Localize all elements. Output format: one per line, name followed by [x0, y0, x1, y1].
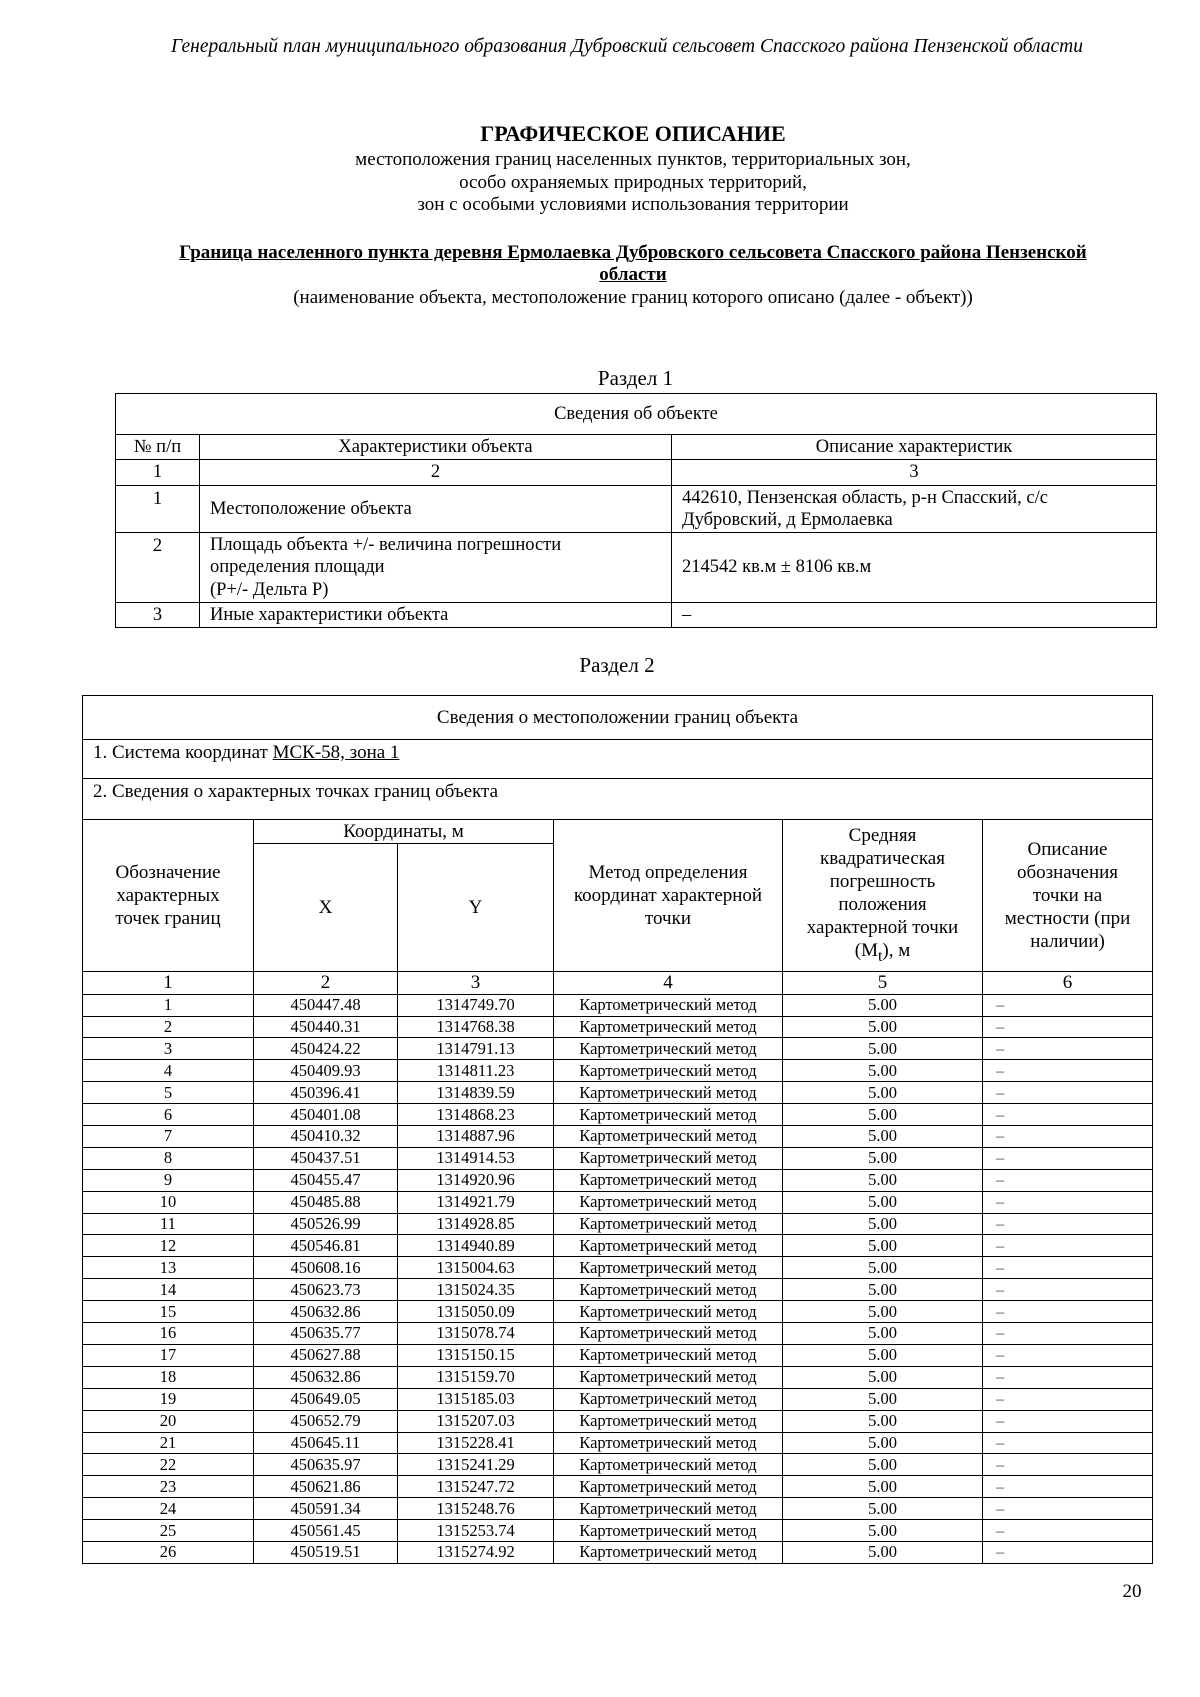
- point-id-cell: 20: [83, 1410, 254, 1432]
- x-coordinate-cell: 450424.22: [254, 1038, 398, 1060]
- accuracy-subscript: t: [877, 947, 883, 965]
- table-row: [83, 1279, 1153, 1301]
- point-id-cell: 10: [83, 1191, 254, 1213]
- accuracy-cell: 5.00: [783, 1235, 983, 1257]
- header-line: положения: [838, 893, 927, 915]
- y-coordinate-cell: 1315004.63: [398, 1257, 554, 1279]
- characteristic-cell: [200, 486, 672, 533]
- method-cell: Картометрический метод: [554, 1213, 783, 1235]
- characteristic-line: определения площади: [210, 557, 385, 578]
- table-row: [116, 486, 1157, 533]
- accuracy-cell: 5.00: [783, 1454, 983, 1476]
- accuracy-cell: 5.00: [783, 1169, 983, 1191]
- point-description-cell: –: [983, 1498, 1153, 1520]
- method-cell: Картометрический метод: [554, 1235, 783, 1257]
- point-id-cell: 13: [83, 1257, 254, 1279]
- y-coordinate-cell: 1314768.38: [398, 1016, 554, 1038]
- method-cell: Картометрический метод: [554, 1476, 783, 1498]
- coordinate-system-value: МСК-58, зона 1: [272, 742, 400, 763]
- x-coordinate-cell: 450627.88: [254, 1344, 398, 1366]
- y-coordinate-cell: 1315248.76: [398, 1498, 554, 1520]
- method-cell: Картометрический метод: [554, 1410, 783, 1432]
- table-row: [83, 1366, 1153, 1388]
- header-line: точек границ: [115, 908, 221, 929]
- point-id-cell: 26: [83, 1541, 254, 1563]
- section-1-heading: Раздел 1: [597, 366, 674, 390]
- header-line: обозначения: [1016, 862, 1119, 883]
- table-title: Сведения об объекте: [116, 394, 1157, 435]
- column-number: 5: [783, 972, 983, 995]
- coordinate-system-label: 1. Система координат: [93, 742, 273, 763]
- x-coordinate-cell: 450409.93: [254, 1060, 398, 1082]
- object-name: [100, 242, 1166, 286]
- y-coordinate-cell: 1314920.96: [398, 1169, 554, 1191]
- characteristic-line: Иные характеристики объекта: [210, 604, 449, 625]
- point-description-cell: –: [983, 1323, 1153, 1345]
- accuracy-cell: 5.00: [783, 1038, 983, 1060]
- x-coordinate-cell: 450621.86: [254, 1476, 398, 1498]
- point-description-cell: –: [983, 1476, 1153, 1498]
- y-coordinate-cell: 1314928.85: [398, 1213, 554, 1235]
- method-cell: Картометрический метод: [554, 1279, 783, 1301]
- header-line: характерных: [116, 885, 220, 906]
- table-row: [83, 1016, 1153, 1038]
- column-number-row: [83, 972, 1153, 995]
- point-description-cell: –: [983, 1038, 1153, 1060]
- accuracy-cell: 5.00: [783, 1257, 983, 1279]
- subtitle-line: местоположения границ населенных пунктов, территориальных зон,: [355, 149, 911, 170]
- table-row: [83, 1410, 1153, 1432]
- point-description-cell: –: [983, 994, 1153, 1016]
- column-header-method: [554, 820, 783, 972]
- point-description-cell: –: [983, 1454, 1153, 1476]
- header-line: наличии): [1030, 931, 1105, 952]
- table-row: [83, 994, 1153, 1016]
- row-number: 2: [116, 533, 200, 603]
- subtitle-line: зон с особыми условиями использования территории: [417, 194, 849, 215]
- accuracy-cell: 5.00: [783, 1323, 983, 1345]
- subtitle-line: особо охраняемых природных территорий,: [459, 171, 807, 193]
- x-coordinate-cell: 450591.34: [254, 1498, 398, 1520]
- y-coordinate-cell: 1315253.74: [398, 1520, 554, 1542]
- method-cell: Картометрический метод: [554, 1104, 783, 1126]
- x-coordinate-cell: 450546.81: [254, 1235, 398, 1257]
- accuracy-cell: 5.00: [783, 1344, 983, 1366]
- table-row: [83, 1476, 1153, 1498]
- x-coordinate-cell: 450396.41: [254, 1082, 398, 1104]
- boundary-points-table: [82, 695, 1153, 1564]
- point-description-cell: –: [983, 1541, 1153, 1563]
- characteristic-cell: [200, 533, 672, 603]
- x-coordinate-cell: 450519.51: [254, 1541, 398, 1563]
- y-coordinate-cell: 1315050.09: [398, 1301, 554, 1323]
- table-row: [83, 1520, 1153, 1542]
- section-2-heading: Раздел 2: [579, 653, 655, 677]
- column-number-row: [116, 460, 1157, 486]
- point-id-cell: 14: [83, 1279, 254, 1301]
- column-header-y: Y: [398, 844, 554, 972]
- x-coordinate-cell: 450635.77: [254, 1323, 398, 1345]
- description-cell: [672, 603, 1157, 628]
- object-name-caption: (наименование объекта, местоположение границ которого описано (далее - объект)): [293, 287, 973, 308]
- x-coordinate-cell: 450561.45: [254, 1520, 398, 1542]
- row-number: 3: [116, 603, 200, 628]
- header-line: Обозначение: [115, 862, 221, 883]
- point-id-cell: 2: [83, 1016, 254, 1038]
- y-coordinate-cell: 1315159.70: [398, 1366, 554, 1388]
- accuracy-cell: 5.00: [783, 1104, 983, 1126]
- y-coordinate-cell: 1314940.89: [398, 1235, 554, 1257]
- table-row: [83, 1191, 1153, 1213]
- accuracy-suffix: ), м: [882, 939, 911, 961]
- table-row: [83, 1388, 1153, 1410]
- method-cell: Картометрический метод: [554, 1520, 783, 1542]
- point-description-cell: –: [983, 1301, 1153, 1323]
- x-coordinate-cell: 450608.16: [254, 1257, 398, 1279]
- column-header-characteristic: Характеристики объекта: [200, 435, 672, 460]
- point-id-cell: 8: [83, 1147, 254, 1169]
- characteristic-line: Местоположение объекта: [210, 498, 412, 519]
- description-cell: [672, 533, 1157, 603]
- point-description-cell: –: [983, 1147, 1153, 1169]
- header-line: точки: [644, 908, 691, 929]
- table-row: [83, 1498, 1153, 1520]
- point-id-cell: 12: [83, 1235, 254, 1257]
- accuracy-cell: 5.00: [783, 1432, 983, 1454]
- table-title-row: [116, 394, 1157, 435]
- method-cell: Картометрический метод: [554, 1498, 783, 1520]
- point-id-cell: 16: [83, 1323, 254, 1345]
- point-description-cell: –: [983, 1257, 1153, 1279]
- header-line: Описание: [1027, 839, 1108, 860]
- point-id-cell: 25: [83, 1520, 254, 1542]
- y-coordinate-cell: 1315274.92: [398, 1541, 554, 1563]
- points-caption-row: [83, 779, 1153, 820]
- y-coordinate-cell: 1314839.59: [398, 1082, 554, 1104]
- point-description-cell: –: [983, 1060, 1153, 1082]
- method-cell: Картометрический метод: [554, 1454, 783, 1476]
- point-id-cell: 3: [83, 1038, 254, 1060]
- point-id-cell: 19: [83, 1388, 254, 1410]
- y-coordinate-cell: 1315150.15: [398, 1344, 554, 1366]
- accuracy-cell: 5.00: [783, 1191, 983, 1213]
- x-coordinate-cell: 450652.79: [254, 1410, 398, 1432]
- table-row: [116, 533, 1157, 603]
- accuracy-cell: 5.00: [783, 1541, 983, 1563]
- table-row: [83, 1323, 1153, 1345]
- y-coordinate-cell: 1314914.53: [398, 1147, 554, 1169]
- y-coordinate-cell: 1314921.79: [398, 1191, 554, 1213]
- column-header-point: [83, 820, 254, 972]
- table-row: [83, 1301, 1153, 1323]
- table-row: [83, 1213, 1153, 1235]
- point-id-cell: 23: [83, 1476, 254, 1498]
- point-description-cell: –: [983, 1126, 1153, 1148]
- column-header-description: Описание характеристик: [672, 435, 1157, 460]
- x-coordinate-cell: 450455.47: [254, 1169, 398, 1191]
- accuracy-cell: 5.00: [783, 1016, 983, 1038]
- y-coordinate-cell: 1314749.70: [398, 994, 554, 1016]
- x-coordinate-cell: 450440.31: [254, 1016, 398, 1038]
- point-description-cell: –: [983, 1366, 1153, 1388]
- table-row: [83, 1060, 1153, 1082]
- y-coordinate-cell: 1314887.96: [398, 1126, 554, 1148]
- table-title-row: [83, 696, 1153, 740]
- point-id-cell: 1: [83, 994, 254, 1016]
- point-description-cell: –: [983, 1016, 1153, 1038]
- method-cell: Картометрический метод: [554, 1169, 783, 1191]
- accuracy-prefix: (M: [854, 939, 878, 961]
- point-description-cell: –: [983, 1344, 1153, 1366]
- point-description-cell: –: [983, 1432, 1153, 1454]
- table-row: [83, 1147, 1153, 1169]
- table-header-row: [83, 820, 1153, 844]
- table-row: [83, 1126, 1153, 1148]
- x-coordinate-cell: 450526.99: [254, 1213, 398, 1235]
- method-cell: Картометрический метод: [554, 1323, 783, 1345]
- table-row: [83, 1104, 1153, 1126]
- point-description-cell: –: [983, 1235, 1153, 1257]
- accuracy-cell: 5.00: [783, 1213, 983, 1235]
- header-line: погрешность: [829, 870, 936, 892]
- object-info-table: [115, 393, 1157, 628]
- column-number: 1: [83, 972, 254, 995]
- column-header-accuracy: [783, 820, 983, 972]
- coordinate-system-cell: [83, 740, 1153, 779]
- accuracy-cell: 5.00: [783, 1366, 983, 1388]
- accuracy-cell: 5.00: [783, 1388, 983, 1410]
- accuracy-cell: 5.00: [783, 1126, 983, 1148]
- table-title: Сведения о местоположении границ объекта: [83, 696, 1153, 740]
- x-coordinate-cell: 450485.88: [254, 1191, 398, 1213]
- header-line: квадратическая: [820, 847, 945, 869]
- method-cell: Картометрический метод: [554, 1191, 783, 1213]
- column-header-description: [983, 820, 1153, 972]
- method-cell: Картометрический метод: [554, 1147, 783, 1169]
- method-cell: Картометрический метод: [554, 1060, 783, 1082]
- accuracy-cell: 5.00: [783, 1301, 983, 1323]
- header-line: характерной точки: [806, 916, 959, 938]
- point-id-cell: 9: [83, 1169, 254, 1191]
- y-coordinate-cell: 1315207.03: [398, 1410, 554, 1432]
- x-coordinate-cell: 450401.08: [254, 1104, 398, 1126]
- method-cell: Картометрический метод: [554, 1388, 783, 1410]
- accuracy-cell: 5.00: [783, 1498, 983, 1520]
- point-id-cell: 6: [83, 1104, 254, 1126]
- accuracy-cell: 5.00: [783, 1082, 983, 1104]
- description-line: Дубровский, д Ермолаевка: [682, 510, 893, 530]
- row-number: 1: [116, 486, 200, 533]
- table-row: [83, 1235, 1153, 1257]
- column-number: 2: [200, 460, 672, 486]
- characteristic-line: Площадь объекта +/- величина погрешности: [210, 534, 562, 555]
- points-caption: 2. Сведения о характерных точках границ объекта: [83, 779, 1153, 820]
- point-description-cell: –: [983, 1169, 1153, 1191]
- x-coordinate-cell: 450410.32: [254, 1126, 398, 1148]
- point-description-cell: –: [983, 1410, 1153, 1432]
- table-row: [83, 1082, 1153, 1104]
- object-name-line: Граница населенного пункта деревня Ермолаевка Дубровского сельсовета Спасского района Пензенской: [179, 242, 1087, 263]
- point-id-cell: 15: [83, 1301, 254, 1323]
- x-coordinate-cell: 450437.51: [254, 1147, 398, 1169]
- points-body: [83, 994, 1153, 1563]
- column-number: 2: [254, 972, 398, 995]
- table-row: [83, 1432, 1153, 1454]
- x-coordinate-cell: 450632.86: [254, 1301, 398, 1323]
- header-line-accuracy-unit: [783, 939, 982, 968]
- point-id-cell: 7: [83, 1126, 254, 1148]
- description-cell: [672, 486, 1157, 533]
- method-cell: Картометрический метод: [554, 1038, 783, 1060]
- method-cell: Картометрический метод: [554, 1366, 783, 1388]
- characteristic-line: (Р+/- Дельта Р): [210, 579, 329, 600]
- column-header-number: № п/п: [116, 435, 200, 460]
- point-id-cell: 17: [83, 1344, 254, 1366]
- header-line: Метод определения: [588, 862, 748, 883]
- header-line: Средняя: [848, 824, 917, 846]
- table-row: [83, 1257, 1153, 1279]
- method-cell: Картометрический метод: [554, 1301, 783, 1323]
- accuracy-cell: 5.00: [783, 994, 983, 1016]
- document-title: ГРАФИЧЕСКОЕ ОПИСАНИЕ: [480, 121, 786, 146]
- y-coordinate-cell: 1315024.35: [398, 1279, 554, 1301]
- method-cell: Картометрический метод: [554, 1082, 783, 1104]
- table-row: [83, 1169, 1153, 1191]
- page-number: 20: [1122, 1581, 1142, 1602]
- document-subtitle: [110, 149, 1156, 217]
- object-name-line: области: [599, 264, 667, 285]
- method-cell: Картометрический метод: [554, 1257, 783, 1279]
- x-coordinate-cell: 450645.11: [254, 1432, 398, 1454]
- point-description-cell: –: [983, 1520, 1153, 1542]
- point-description-cell: –: [983, 1279, 1153, 1301]
- x-coordinate-cell: 450623.73: [254, 1279, 398, 1301]
- column-header-coordinates: Координаты, м: [254, 820, 554, 844]
- accuracy-cell: 5.00: [783, 1147, 983, 1169]
- point-id-cell: 11: [83, 1213, 254, 1235]
- accuracy-cell: 5.00: [783, 1279, 983, 1301]
- point-description-cell: –: [983, 1213, 1153, 1235]
- y-coordinate-cell: 1315241.29: [398, 1454, 554, 1476]
- point-id-cell: 24: [83, 1498, 254, 1520]
- x-coordinate-cell: 450632.86: [254, 1366, 398, 1388]
- accuracy-cell: 5.00: [783, 1476, 983, 1498]
- characteristic-cell: [200, 603, 672, 628]
- point-description-cell: –: [983, 1388, 1153, 1410]
- point-id-cell: 4: [83, 1060, 254, 1082]
- column-number: 6: [983, 972, 1153, 995]
- x-coordinate-cell: 450635.97: [254, 1454, 398, 1476]
- method-cell: Картометрический метод: [554, 1541, 783, 1563]
- x-coordinate-cell: 450649.05: [254, 1388, 398, 1410]
- point-id-cell: 22: [83, 1454, 254, 1476]
- coordinate-system-row: [83, 740, 1153, 779]
- table-row: [83, 1038, 1153, 1060]
- column-number: 4: [554, 972, 783, 995]
- description-line: 214542 кв.м ± 8106 кв.м: [682, 557, 872, 578]
- method-cell: Картометрический метод: [554, 1344, 783, 1366]
- accuracy-cell: 5.00: [783, 1410, 983, 1432]
- y-coordinate-cell: 1314811.23: [398, 1060, 554, 1082]
- y-coordinate-cell: 1314791.13: [398, 1038, 554, 1060]
- point-description-cell: –: [983, 1104, 1153, 1126]
- point-id-cell: 18: [83, 1366, 254, 1388]
- accuracy-cell: 5.00: [783, 1520, 983, 1542]
- description-line: –: [682, 604, 692, 625]
- header-line: точки на: [1032, 885, 1103, 906]
- y-coordinate-cell: 1315228.41: [398, 1432, 554, 1454]
- table-row: [83, 1344, 1153, 1366]
- point-id-cell: 5: [83, 1082, 254, 1104]
- running-header: Генеральный план муниципального образования Дубровский сельсовет Спасского района Пензенской области: [170, 36, 1083, 57]
- table-row: [116, 603, 1157, 628]
- y-coordinate-cell: 1314868.23: [398, 1104, 554, 1126]
- column-number: 1: [116, 460, 200, 486]
- method-cell: Картометрический метод: [554, 994, 783, 1016]
- y-coordinate-cell: 1315078.74: [398, 1323, 554, 1345]
- accuracy-cell: 5.00: [783, 1060, 983, 1082]
- column-header-x: X: [254, 844, 398, 972]
- y-coordinate-cell: 1315247.72: [398, 1476, 554, 1498]
- point-id-cell: 21: [83, 1432, 254, 1454]
- y-coordinate-cell: 1315185.03: [398, 1388, 554, 1410]
- method-cell: Картометрический метод: [554, 1126, 783, 1148]
- description-line: 442610, Пензенская область, р-н Спасский, с/с: [682, 487, 1048, 508]
- method-cell: Картометрический метод: [554, 1432, 783, 1454]
- method-cell: Картометрический метод: [554, 1016, 783, 1038]
- table-row: [83, 1541, 1153, 1563]
- column-number: 3: [672, 460, 1157, 486]
- point-description-cell: –: [983, 1082, 1153, 1104]
- point-description-cell: –: [983, 1191, 1153, 1213]
- table-header-row: [116, 435, 1157, 460]
- table-row: [83, 1454, 1153, 1476]
- column-number: 3: [398, 972, 554, 995]
- header-line: местности (при: [1004, 908, 1131, 929]
- x-coordinate-cell: 450447.48: [254, 994, 398, 1016]
- header-line: координат характерной: [573, 885, 763, 906]
